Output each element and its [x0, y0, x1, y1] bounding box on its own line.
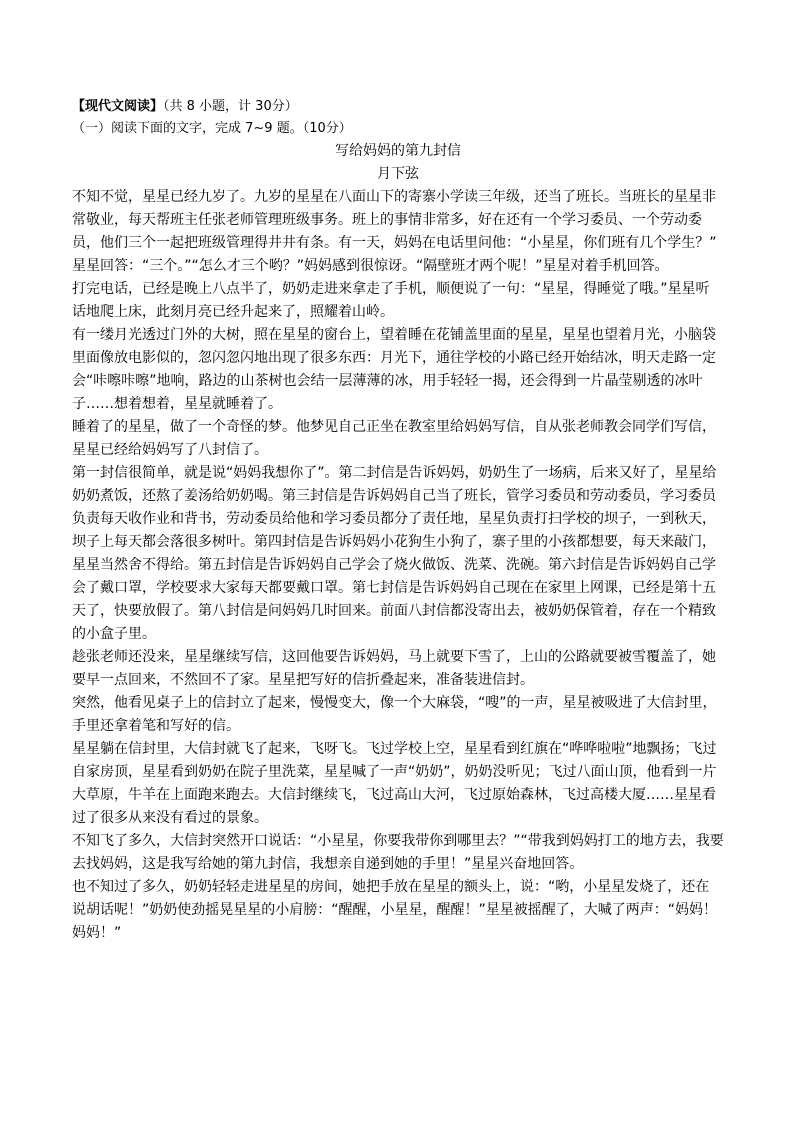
article-title: 写给妈妈的第九封信	[335, 143, 461, 159]
paragraph-9	[72, 830, 724, 876]
paragraph-1	[72, 186, 724, 278]
paragraph-10	[72, 876, 724, 945]
paragraph-line: 星星已经给妈妈写了八封信了。	[72, 442, 268, 458]
paragraph-6	[72, 646, 724, 692]
paragraph-5	[72, 462, 724, 646]
section-subheading: （一）阅读下面的文字，完成 7~9 题。（10分）	[72, 121, 352, 136]
paragraph-line: 不知不觉，星星已经九岁了。九岁的星星在八面山下的寄寨小学读三年级，还当了班长。当班长的星星非	[72, 189, 716, 205]
paragraph-4	[72, 416, 724, 462]
paragraph-line: 过了很多从来没有看过的景象。	[72, 810, 268, 826]
section-heading-bold: 【现代文阅读】	[72, 99, 164, 114]
paragraph-line: 奶奶煮饭，还熬了姜汤给奶奶喝。第三封信是告诉妈妈自己当了班长，管学习委员和劳动委员，学习委员	[72, 488, 716, 504]
paragraph-line: 大草原，牛羊在上面跑来跑去。大信封继续飞，飞过高山大河，飞过原始森林，飞过高楼大厦……星星看	[72, 787, 716, 803]
paragraph-8	[72, 738, 724, 830]
paragraph-line: 星星当然舍不得给。第五封信是告诉妈妈自己学会了烧火做饭、洗菜、洗碗。第六封信是告诉妈妈自己学	[72, 557, 716, 573]
paragraph-line: 星星躺在信封里，大信封就飞了起来，飞呀飞。飞过学校上空，星星看到红旗在“哗哗啦啦”地飘扬；飞过	[72, 741, 717, 757]
paragraph-line: 趁张老师还没来，星星继续写信，这回他要告诉妈妈，马上就要下雪了，上山的公路就要被雪覆盖了，她	[72, 649, 716, 665]
paragraph-line: 星星回答：“三个。”“怎么才三个哟？”妈妈感到很惊讶。“隔壁班才两个呢！”星星对着手机回答。	[72, 258, 669, 274]
paragraph-line: 去找妈妈，这是我写给她的第九封信，我想亲自递到她的手里！”星星兴奋地回答。	[72, 856, 584, 872]
paragraph-line: 会了戴口罩，学校要求大家每天都要戴口罩。第七封信是告诉妈妈自己现在在家里上网课，已经是第十五	[72, 580, 716, 596]
paragraph-7	[72, 692, 724, 738]
paragraph-line: 会“咔嚓咔嚓”地响，路边的山茶树也会结一层薄薄的冰，用手轻轻一揭，还会得到一片晶莹剔透的冰叶	[72, 373, 703, 389]
paragraph-line: 天了，快要放假了。第八封信是问妈妈几时回来。前面八封信都没寄出去，被奶奶保管着，存在一个精致	[72, 603, 716, 619]
paragraph-line: 睡着了的星星，做了一个奇怪的梦。他梦见自己正坐在教室里给妈妈写信，自从张老师教会同学们写信，	[72, 419, 716, 435]
paragraph-line: 突然，他看见桌子上的信封立了起来，慢慢变大，像一个大麻袋，“嗖”的一声，星星被吸进了大信封里，	[72, 695, 717, 711]
paragraph-line: 也不知过了多久，奶奶轻轻走进星星的房间，她把手放在星星的额头上，说：“哟，小星星发烧了，还在	[72, 879, 710, 895]
article-author: 月下弦	[377, 166, 419, 182]
paragraph-line: 打完电话，已经是晚上八点半了，奶奶走进来拿走了手机，顺便说了一句：“星星，得睡觉了哦。”星星听	[72, 281, 710, 297]
paragraph-line: 第一封信很简单，就是说“妈妈我想你了”。第二封信是告诉妈妈，奶奶生了一场病，后来又好了，星星给	[72, 465, 717, 481]
paragraph-line: 手里还拿着笔和写好的信。	[72, 718, 240, 734]
paragraph-line: 自家房顶，星星看到奶奶在院子里洗菜，星星喊了一声“奶奶”，奶奶没听见；飞过八面山顶，他看到一片	[72, 764, 717, 780]
document-page	[72, 96, 724, 945]
paragraph-line: 话地爬上床，此刻月亮已经升起来了，照耀着山岭。	[72, 304, 394, 320]
paragraph-line: 坝子上每天都会落很多树叶。第四封信是告诉妈妈小花狗生小狗了，寨子里的小孩都想要，每天来敲门，	[72, 534, 716, 550]
paragraph-line: 妈妈！”	[72, 925, 122, 941]
paragraph-line: 要早一点回来，不然回不了家。星星把写好的信折叠起来，准备装进信封。	[72, 672, 534, 688]
paragraph-line: 不知飞了多久，大信封突然开口说话：“小星星，你要我带你到哪里去？”“带我到妈妈打工的地方去，我要	[72, 833, 724, 849]
paragraph-3	[72, 324, 724, 416]
paragraph-line: 的小盒子里。	[72, 626, 156, 642]
paragraph-line: 员，他们三个一起把班级管理得井井有条。有一天，妈妈在电话里问他：“小星星，你们班有几个学生？”	[72, 235, 717, 251]
section-heading	[72, 96, 724, 118]
paragraph-line: 有一缕月光透过门外的大树，照在星星的窗台上，望着睡在花铺盖里面的星星，星星也望着月光，小脑袋	[72, 327, 716, 343]
paragraph-2	[72, 278, 724, 324]
paragraph-line: 常敬业，每天帮班主任张老师管理班级事务。班上的事情非常多，好在还有一个学习委员、一个劳动委	[72, 212, 702, 228]
section-heading-rest: （共 8 小题，计 30分）	[163, 99, 298, 114]
paragraph-line: 负责每天收作业和背书，劳动委员给他和学习委员都分了责任地，星星负责打扫学校的坝子，一到秋天，	[72, 511, 716, 527]
paragraph-line: 里面像放电影似的，忽闪忽闪地出现了很多东西：月光下，通往学校的小路已经开始结冰，明天走路一定	[72, 350, 716, 366]
paragraph-line: 说胡话呢！”奶奶使劲摇晃星星的小肩膀：“醒醒，小星星，醒醒！”星星被摇醒了，大喊了两声：“妈妈！	[72, 902, 718, 918]
paragraph-line: 子……想着想着，星星就睡着了。	[72, 396, 282, 412]
